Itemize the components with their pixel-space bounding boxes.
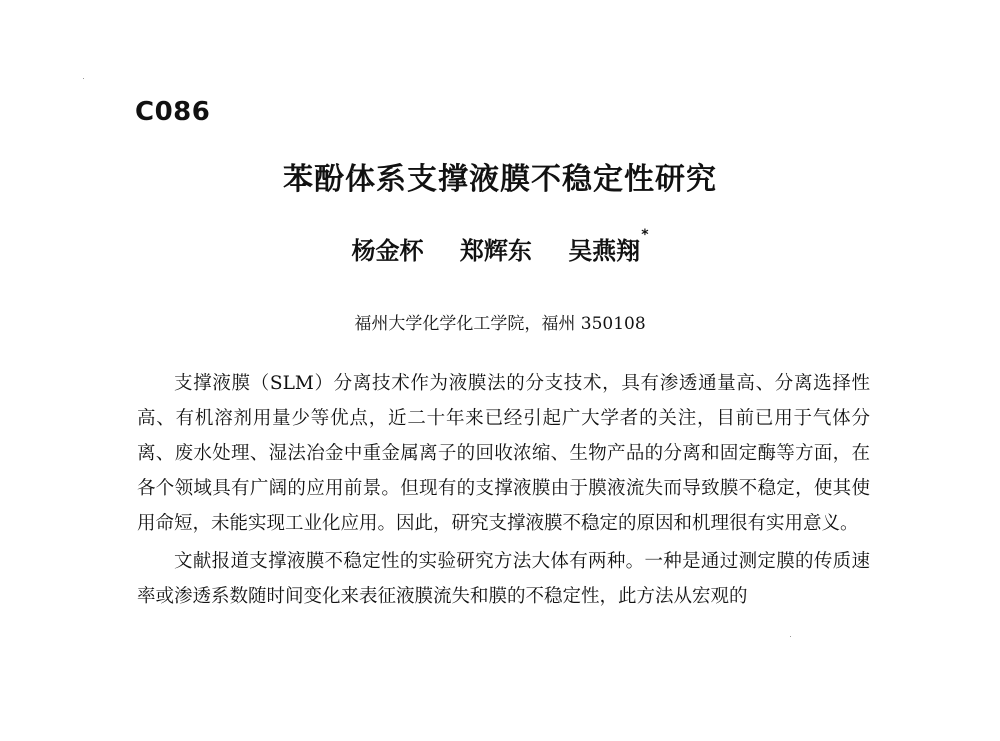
scan-speck <box>790 636 791 637</box>
affiliation: 福州大学化学化工学院，福州 350108 <box>354 314 646 334</box>
paper-title: 苯酚体系支撑液膜不稳定性研究 <box>283 162 717 197</box>
paragraph: 支撑液膜（SLM）分离技术作为液膜法的分支技术，具有渗透通量高、分离选择性高、有机溶剂用量少等优点，近二十年来已经引起广大学者的关注，目前已用于气体分离、废水处理、湿法冶金中重金属离子的回收浓缩、生物产品的分离和固定酶等方面，在各个领域具有广阔的应用前景。但现有的支撑液膜由于膜液流失而导致膜不稳定，使其使用命短，未能实现工业化应用。因此，研究支撑液膜不稳定的原因和机理很有实用意义。 <box>137 373 870 534</box>
author <box>460 231 532 266</box>
paper-code: C086 <box>135 97 211 127</box>
author-list <box>0 227 1000 266</box>
author-name: 郑辉东 <box>459 237 532 265</box>
author-name: 杨金杯 <box>351 237 424 265</box>
corresponding-author-mark: * <box>641 227 649 243</box>
author <box>351 231 423 266</box>
scan-speck <box>83 78 84 79</box>
author <box>568 227 649 266</box>
paragraph: 文献报道支撑液膜不稳定性的实验研究方法大体有两种。一种是通过测定膜的传质速率或渗透系数随时间变化来表征液膜流失和膜的不稳定性，此方法从宏观的 <box>137 551 870 607</box>
body-text <box>137 366 870 614</box>
author-name: 吴燕翔 <box>568 237 641 265</box>
